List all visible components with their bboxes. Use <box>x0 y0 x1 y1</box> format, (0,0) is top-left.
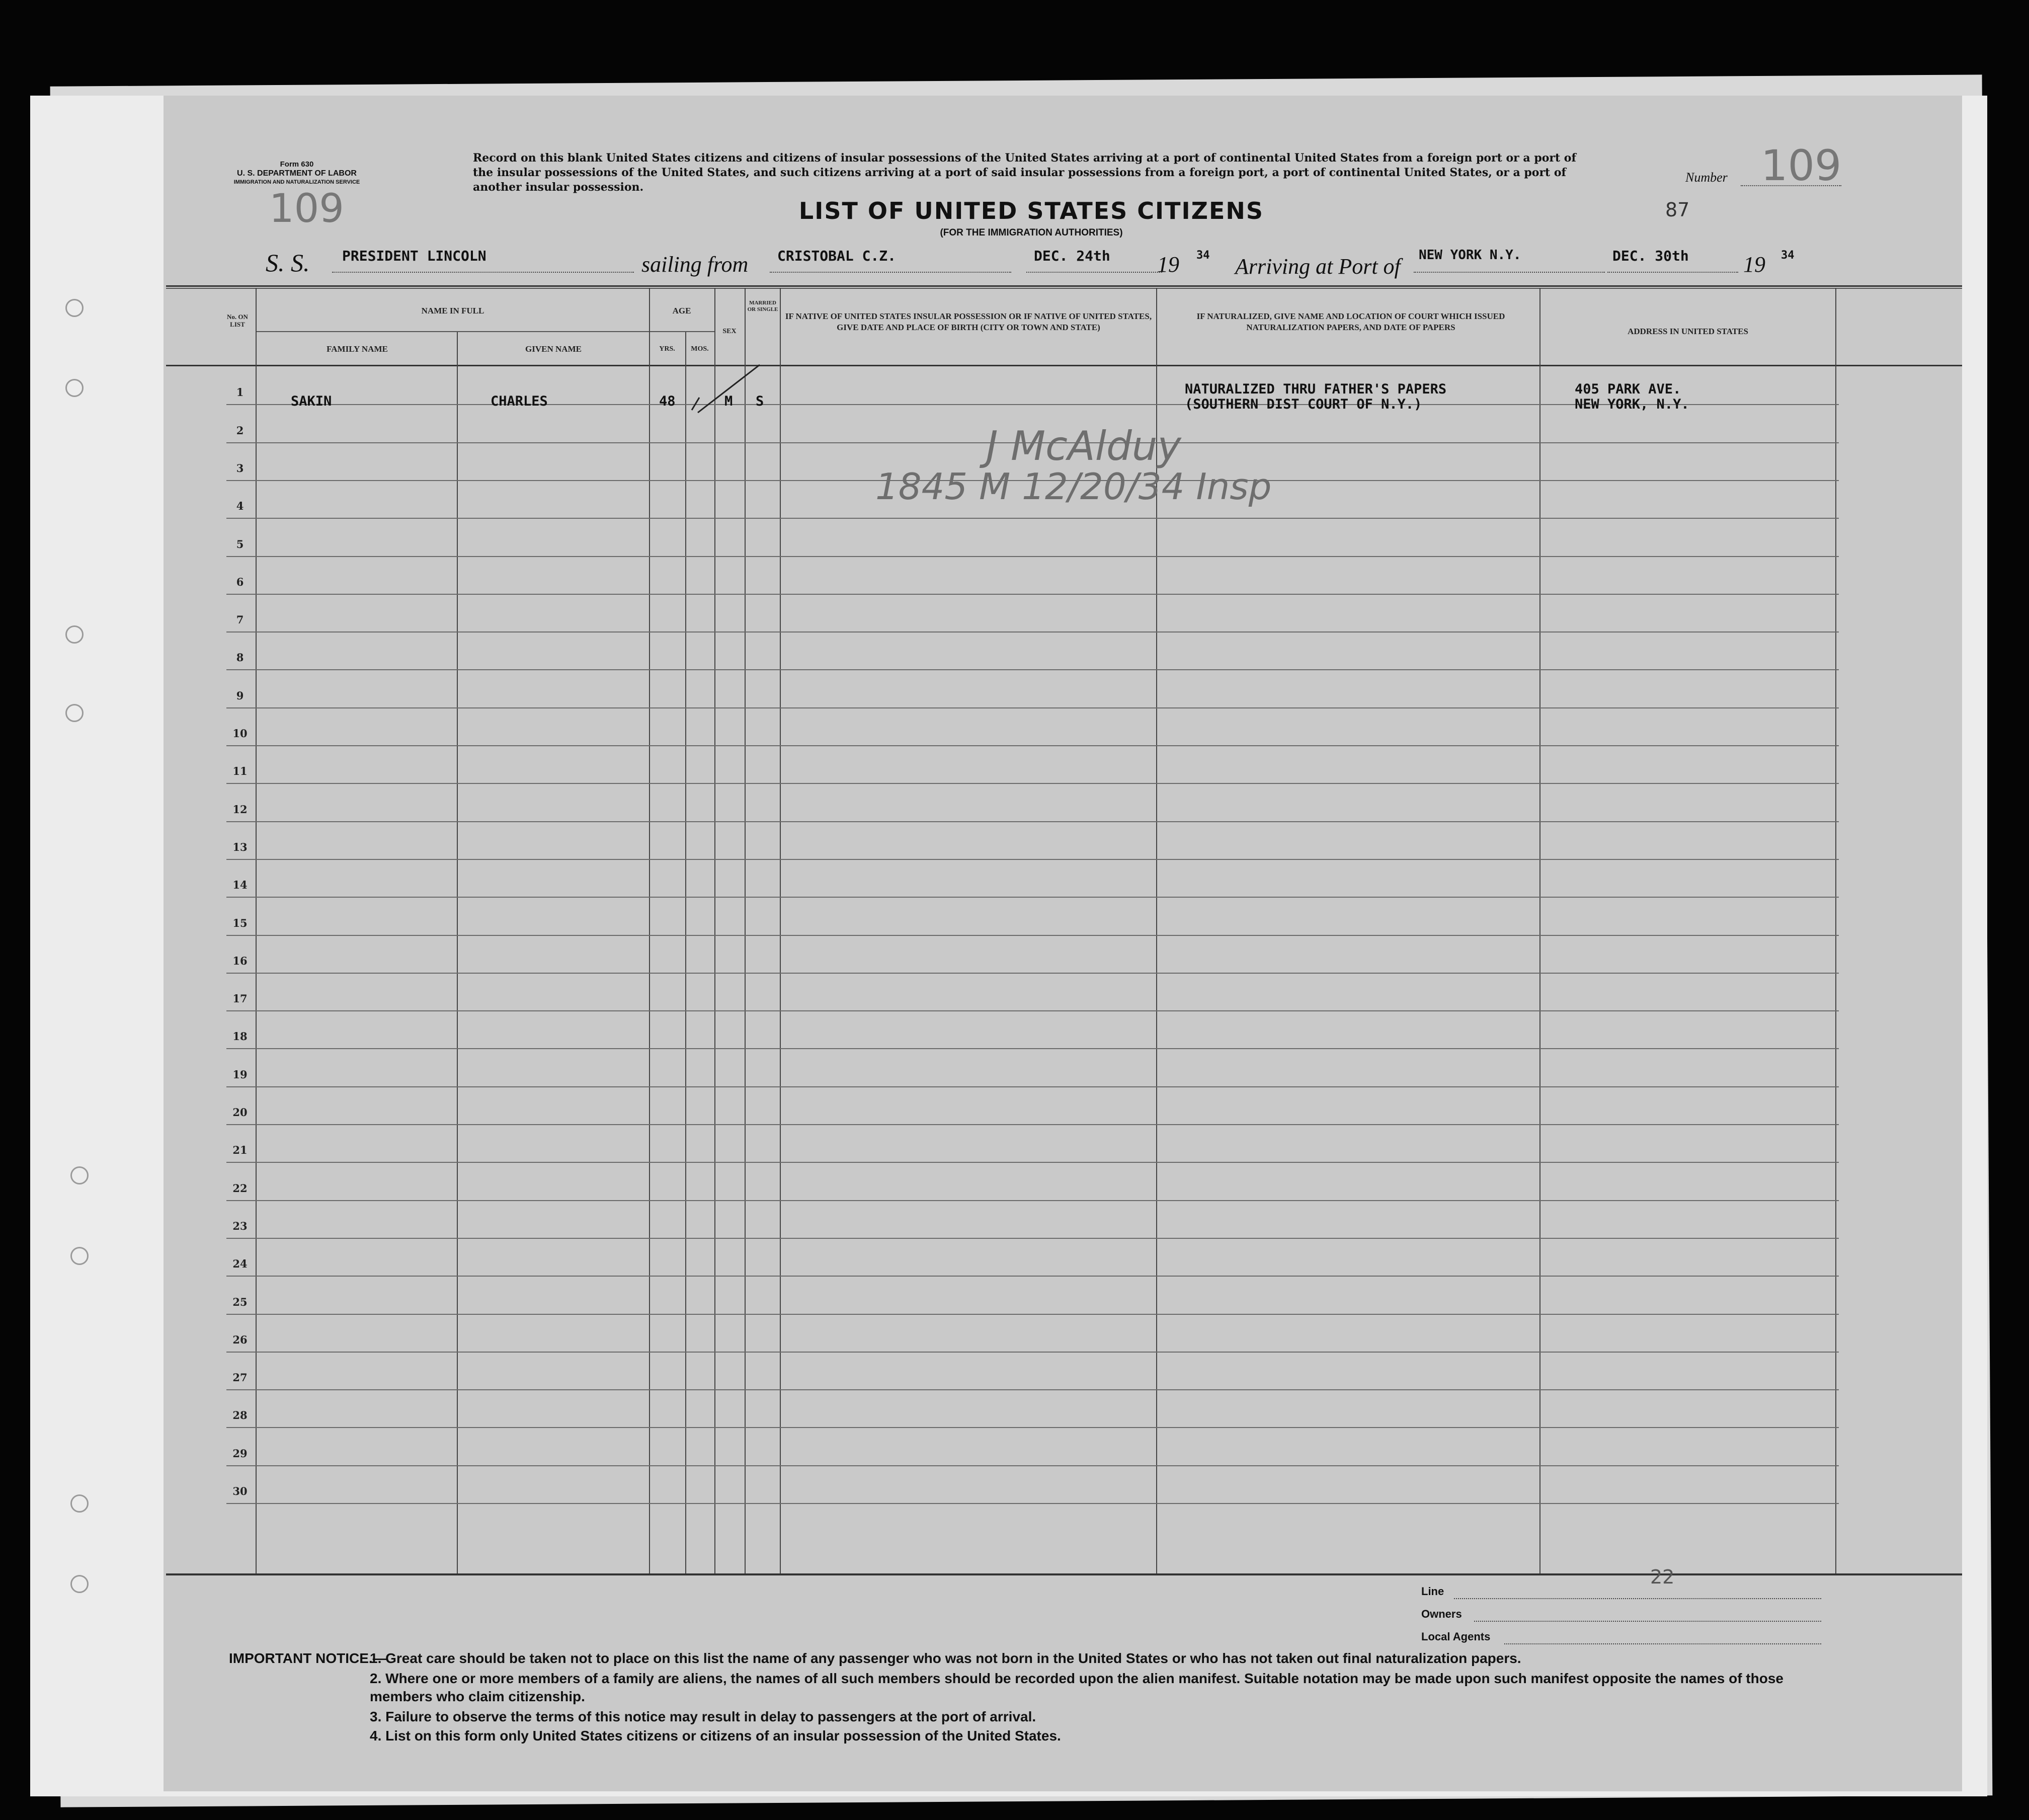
row-number: 16 <box>232 955 248 967</box>
row-divider <box>226 973 1839 974</box>
binder-hole <box>70 1247 89 1265</box>
row-number: 25 <box>232 1296 248 1308</box>
row-number: 21 <box>232 1144 248 1156</box>
line-underline <box>1454 1598 1821 1599</box>
arrival-date: DEC. 30th <box>1612 248 1689 264</box>
row-number: 9 <box>236 689 244 702</box>
row-divider <box>226 669 1839 670</box>
row-number: 26 <box>232 1333 248 1346</box>
row-number: 4 <box>236 500 244 512</box>
inspector-signature: J McAlduy <box>986 423 1181 469</box>
row-number: 22 <box>232 1182 248 1195</box>
year-prefix: 19 <box>1157 252 1179 277</box>
line-label: Line <box>1421 1585 1444 1598</box>
entry-address-line2: NEW YORK, N.Y. <box>1575 397 1689 412</box>
number-label: Number <box>1685 170 1728 185</box>
row-number: 20 <box>232 1106 248 1119</box>
owners-underline <box>1474 1621 1821 1622</box>
handwritten-sheet-number: 109 <box>269 186 344 231</box>
entry-age-years: 48 <box>659 393 676 409</box>
row-number: 6 <box>236 576 244 588</box>
row-number: 8 <box>236 651 244 664</box>
entry-given-name: CHARLES <box>491 393 548 409</box>
header-subdivider <box>257 331 714 332</box>
entry-sex: M <box>724 393 733 409</box>
entry-address-line1: 405 PARK AVE. <box>1575 381 1681 397</box>
col-mos: MOS. <box>691 345 709 353</box>
notice-item-3: 3. Failure to observe the terms of this notice may result in delay to passengers at the port of arrival. <box>370 1709 1036 1724</box>
row-number: 11 <box>232 765 248 777</box>
row-divider <box>226 935 1839 936</box>
line-value: 22 <box>1650 1566 1675 1588</box>
local-agents-label: Local Agents <box>1421 1630 1491 1643</box>
arrival-port-underline <box>1414 272 1605 273</box>
row-divider <box>226 631 1839 632</box>
row-divider <box>226 1238 1839 1239</box>
notice-heading: IMPORTANT NOTICE.— <box>229 1650 387 1666</box>
row-divider <box>226 1086 1839 1087</box>
date-underline <box>1026 272 1162 273</box>
entry-naturalization-line2: (SOUTHERN DIST COURT OF N.Y.) <box>1185 397 1422 412</box>
row-divider <box>226 1352 1839 1353</box>
departure-port: CRISTOBAL C.Z. <box>777 248 897 264</box>
entry-family-name: SAKIN <box>291 393 332 409</box>
row-divider <box>226 1314 1839 1315</box>
table-top-border <box>166 285 1962 287</box>
notice-item-2: 2. Where one or more members of a family are aliens, the names of all such members should be recorded upon the alien manifest. Suitable notation may be made upon such manifest opposite the names of those members who claim citizenship. <box>370 1671 1783 1704</box>
row-number: 17 <box>232 992 248 1005</box>
row-number: 5 <box>236 538 244 550</box>
row-number: 23 <box>232 1220 248 1232</box>
table-top-border-inner <box>166 288 1962 289</box>
col-given-name: GIVEN NAME <box>525 344 582 354</box>
binder-hole <box>65 704 84 722</box>
inspector-note: 1845 M 12/20/34 Insp <box>875 465 1272 508</box>
row-divider <box>226 1276 1839 1277</box>
row-divider <box>226 1048 1839 1049</box>
col-age: AGE <box>672 306 691 315</box>
col-native-info: IF NATIVE OF UNITED STATES INSULAR POSSESSION OR IF NATIVE OF UNITED STATES, GIVE DATE AND PLACE OF BIRTH (CITY OR TOWN AND STATE) <box>785 311 1152 332</box>
row-number: 30 <box>232 1485 248 1497</box>
col-naturalized-info: IF NATURALIZED, GIVE NAME AND LOCATION OF COURT WHICH ISSUED NATURALIZATION PAPERS, AND DATE OF PAPERS <box>1196 311 1505 332</box>
row-number: 2 <box>236 424 244 437</box>
arrival-date-underline <box>1607 272 1738 273</box>
row-divider <box>226 821 1839 822</box>
row-divider <box>226 1162 1839 1163</box>
row-divider <box>226 1427 1839 1428</box>
col-family-name: FAMILY NAME <box>327 344 388 354</box>
row-divider <box>226 1124 1839 1125</box>
binder-hole <box>65 625 84 644</box>
row-number: 19 <box>232 1068 248 1081</box>
arrival-port: NEW YORK N.Y. <box>1419 248 1521 263</box>
row-number: 24 <box>232 1257 248 1270</box>
record-instructions: Record on this blank United States citizens and citizens of insular possessions of the United States arriving at a port of continental United States from a foreign port or a port of the insular possessions of the United States, and such citizens arriving at a port of said insular possessions from a foreign port, a port of continental United States, or a port of another insular possession. <box>473 151 1576 194</box>
departure-date: DEC. 24th <box>1034 248 1110 264</box>
row-number: 12 <box>232 803 248 816</box>
page-stamp: 87 <box>1665 199 1690 221</box>
binder-hole <box>70 1494 89 1513</box>
form-title: LIST OF UNITED STATES CITIZENS <box>798 197 1264 224</box>
row-number: 29 <box>232 1447 248 1460</box>
notice-item-4: 4. List on this form only United States citizens or citizens of an insular possession of the United States. <box>370 1728 1061 1744</box>
form-number: Form 630 <box>280 160 314 169</box>
row-divider <box>226 707 1839 708</box>
port-underline <box>770 272 1011 273</box>
ship-name: PRESIDENT LINCOLN <box>342 248 486 264</box>
row-divider <box>226 594 1839 595</box>
sailing-label: sailing from <box>641 252 749 277</box>
header-bottom-border <box>166 365 1962 366</box>
row-number: 28 <box>232 1409 248 1421</box>
row-number: 14 <box>232 879 248 891</box>
arrival-year: 34 <box>1781 249 1795 262</box>
row-number: 3 <box>236 462 244 474</box>
row-divider <box>226 1503 1839 1504</box>
row-divider <box>226 745 1839 746</box>
department-name: U. S. DEPARTMENT OF LABOR <box>237 169 357 178</box>
row-divider <box>226 1389 1839 1390</box>
arrival-year-prefix: 19 <box>1743 252 1765 277</box>
col-sex: SEX <box>722 328 737 335</box>
row-number: 13 <box>232 841 248 853</box>
col-address: ADDRESS IN UNITED STATES <box>1628 327 1748 336</box>
row-divider <box>226 1010 1839 1011</box>
local-agents-underline <box>1504 1643 1821 1644</box>
ss-label: S. S. <box>266 249 310 277</box>
form-subtitle: (FOR THE IMMIGRATION AUTHORITIES) <box>940 227 1123 238</box>
ship-underline <box>332 272 634 273</box>
row-divider <box>226 897 1839 898</box>
row-number: 1 <box>236 386 244 399</box>
row-number: 27 <box>232 1371 248 1384</box>
col-married-single: MARRIED OR SINGLE <box>747 300 778 312</box>
table-bottom-border <box>166 1573 1962 1575</box>
departure-year: 34 <box>1196 249 1210 262</box>
col-yrs: YRS. <box>659 345 675 353</box>
service-name: IMMIGRATION AND NATURALIZATION SERVICE <box>233 179 360 185</box>
row-divider <box>226 859 1839 860</box>
row-divider <box>226 518 1839 519</box>
entry-naturalization-line1: NATURALIZED THRU FATHER'S PAPERS <box>1185 381 1447 397</box>
binder-hole <box>70 1575 89 1593</box>
handwritten-number: 109 <box>1761 141 1842 190</box>
col-no-on-list: No. ON LIST <box>227 313 248 328</box>
row-number: 7 <box>236 613 244 626</box>
owners-label: Owners <box>1421 1608 1462 1620</box>
notice-item-1: 1. Great care should be taken not to place on this list the name of any passenger who was not born in the United States or who has not taken out final naturalization papers. <box>370 1650 1521 1666</box>
check-mark <box>687 362 762 418</box>
entry-marital-status: S <box>756 393 764 409</box>
row-divider <box>226 1200 1839 1201</box>
arriving-label: Arriving at Port of <box>1235 254 1401 279</box>
row-divider <box>226 783 1839 784</box>
col-name-in-full: NAME IN FULL <box>421 306 484 315</box>
row-number: 10 <box>232 727 248 740</box>
binder-hole <box>65 299 84 317</box>
row-number: 15 <box>232 917 248 929</box>
row-number: 18 <box>232 1030 248 1043</box>
row-divider <box>226 556 1839 557</box>
binder-hole <box>65 379 84 397</box>
row-divider <box>226 1465 1839 1466</box>
binder-hole <box>70 1166 89 1184</box>
